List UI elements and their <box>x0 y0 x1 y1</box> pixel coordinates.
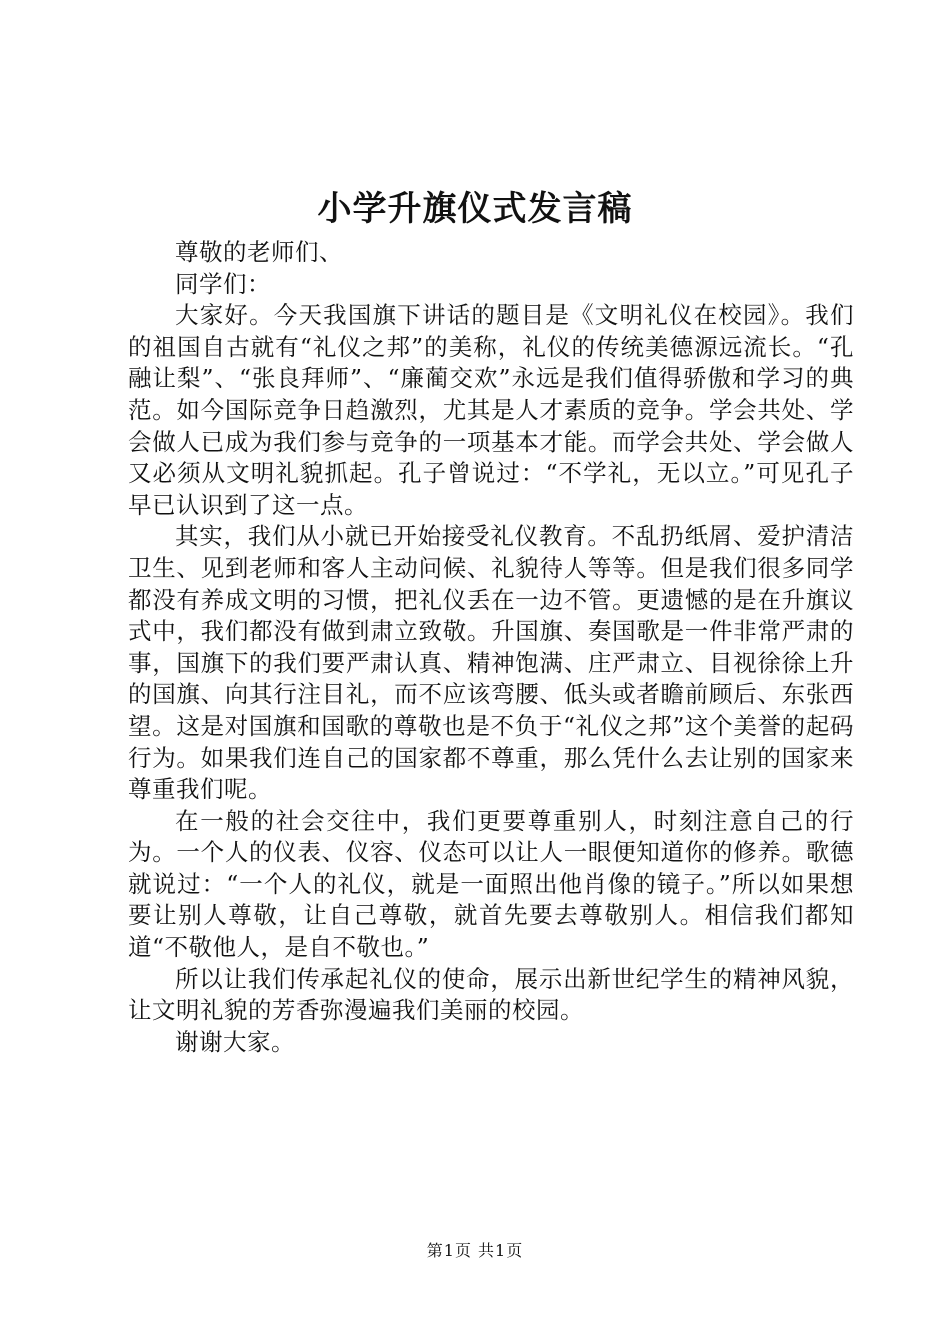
document-title: 小学升旗仪式发言稿 <box>317 189 633 229</box>
body-paragraph: 所以让我们传承起礼仪的使命，展示出新世纪学生的精神风貌，让文明礼貌的芳香弥漫遍我们美丽的校园。 <box>128 964 854 1025</box>
closing-line: 谢谢大家。 <box>175 1027 295 1056</box>
body-paragraph: 其实，我们从小就已开始接受礼仪教育。不乱扔纸屑、爱护清洁卫生、见到老师和客人主动问候、礼貌待人等等。但是我们很多同学都没有养成文明的习惯，把礼仪丢在一边不管。更遗憾的是在升旗议式中，我们都没有做到肃立致敬。升国旗、奏国歌是一件非常严肃的事，国旗下的我们要严肃认真、精神饱满、庄严肃立、目视徐徐上升的国旗、向其行注目礼，而不应该弯腰、低头或者瞻前顾后、东张西望。这是对国旗和国歌的尊敬也是不负于“礼仪之邦”这个美誉的起码行为。如果我们连自己的国家都不尊重，那么凭什么去让别的国家来尊重我们呢。 <box>128 522 854 804</box>
page-number-footer: 第1页 共1页 <box>426 1241 524 1260</box>
document-body <box>128 237 854 1058</box>
salutation-line-1: 尊敬的老师们、 <box>175 238 343 266</box>
body-paragraph: 大家好。今天我国旗下讲话的题目是《文明礼仪在校园》。我们的祖国自古就有“礼仪之邦”的美称，礼仪的传统美德源远流长。“孔融让梨”、“张良拜师”、“廉蔺交欢”永远是我们值得骄傲和学习的典范。如今国际竞争日趋激烈，尤其是人才素质的竞争。学会共处、学会做人已成为我们参与竞争的一项基本才能。而学会共处、学会做人又必须从文明礼貌抓起。孔子曾说过：“不学礼，无以立。”可见孔子早已认识到了这一点。 <box>128 301 854 519</box>
salutation-line-2: 同学们： <box>175 269 271 298</box>
body-paragraph: 在一般的社会交往中，我们更要尊重别人，时刻注意自己的行为。一个人的仪表、仪容、仪态可以让人一眼便知道你的修养。歌德就说过：“一个人的礼仪，就是一面照出他肖像的镜子。”所以如果想要让别人尊敬，让自己尊敬，就首先要去尊敬别人。相信我们都知道“不敬他人，是自不敬也。” <box>128 806 854 962</box>
